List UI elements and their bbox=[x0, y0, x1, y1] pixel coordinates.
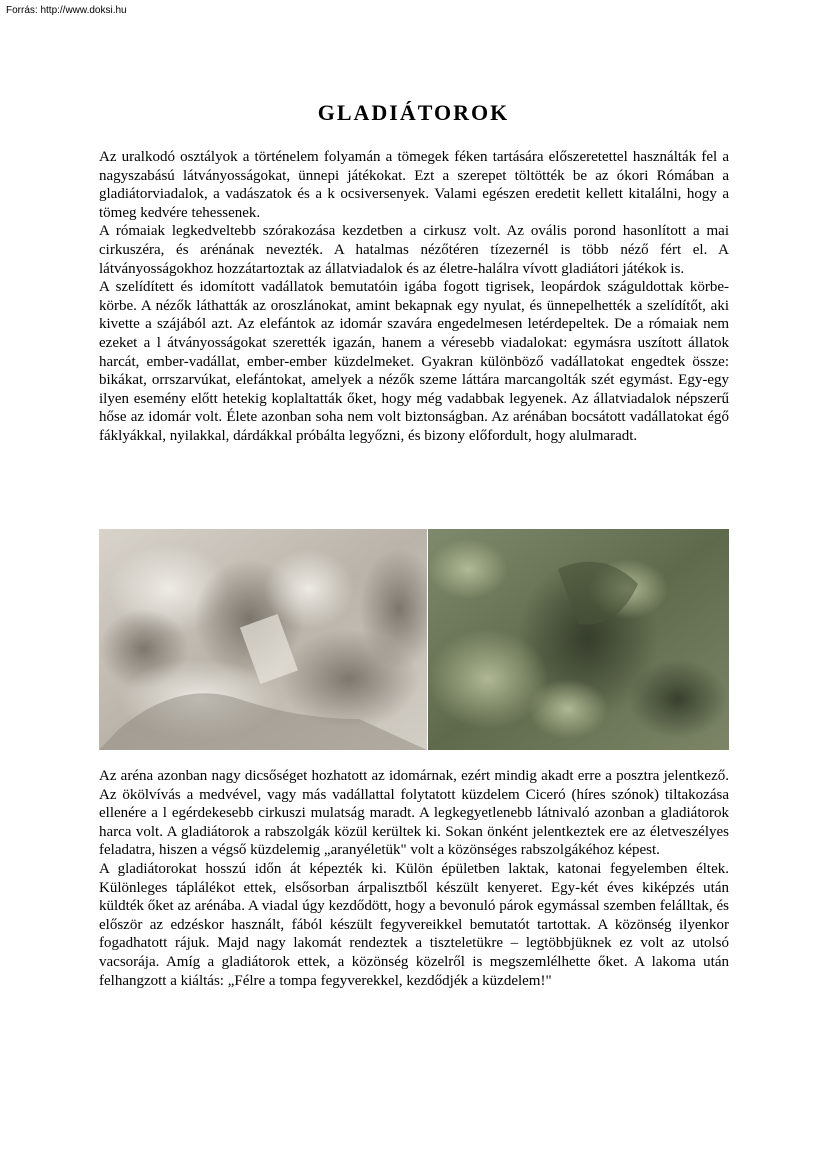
paragraph: A szelídített és idomított vadállatok bemutatóin igába fogott tigrisek, leopárdok száguldottak körbe-körbe. A nézők láthatták az oroszlánokat, amint bekapnak egy nyulat, és ünnepelhették a szelídítőt, aki kivette a szájából azt. Az elefántok az idomár szavára engedelmesen letérdepeltek. De a rómaiak nem ezeket a l átványosságokat szerették igazán, hanem a véresebb viadalokat: egymásra uszított állatok harcát, ember-vadállat, ember-ember küzdelmeket. Gyakran különböző vadállatokat engedtek össze: bikákat, orrszarvúkat, elefántokat, amelyek a nézők szeme láttára marcangolták szét egymást. Egy-egy ilyen esemény előtt hetekig koplaltatták őket, hogy még vadabbak legyenek. Az állatviadalok népszerű hőse az idomár volt. Élete azonban soha nem volt biztonságban. Az arénában bocsátott vadállatokat égő fáklyákkal, nyilakkal, dárdákkal próbálta legyőzni, és bizony előfordult, hogy alulmaradt. bbox=[99, 279, 729, 444]
relief-photo-right bbox=[428, 529, 729, 750]
paragraph: Az uralkodó osztályok a történelem folyamán a tömegek féken tartására előszeretettel használták fel a nagyszabású látványosságokat, ünnepi játékokat. Ezt a szerepet töltötték be az ókori Rómában a gladiátorviadalok, a vadászatok és a k ocsiversenyek. Valami egészen eredetit kellett kitalálni, hogy a tömeg kedvére tehessenek. bbox=[99, 149, 729, 221]
paragraph: Az aréna azonban nagy dicsőséget hozhatott az idomárnak, ezért mindig akadt erre a posztra jelentkező. Az ökölvívás a medvével, vagy más vadállattal folytatott küzdelem Ciceró (híres szónok) tiltakozása ellenére a l egérdekesebb cirkuszi mulatság maradt. A legkegyetlenebb látnivaló azonban a gladiátorok harca volt. A gladiátorok a rabszolgák közül kerültek ki. Sokan önként jelentkeztek ere az életveszélyes feladatra, hiszen a végső küzdelemig „aranyéletük" volt a közönséges rabszolgákéhoz képest. bbox=[99, 768, 729, 859]
source-line: Forrás: http://www.doksi.hu bbox=[6, 5, 127, 16]
text-block-top bbox=[99, 148, 729, 446]
page-title: GLADIÁTOROK bbox=[317, 100, 510, 125]
paragraph: A rómaiak legkedveltebb szórakozása kezdetben a cirkusz volt. Az ovális porond hasonlított a mai cirkuszéra, és arénának nevezték. A hatalmas nézőtéren tízezernél is több néző fért el. A látványosságokhoz hozzátartoztak az állatviadalok és az életre-halálra vívott gladiátori játékok is. bbox=[99, 223, 729, 277]
paragraph: A gladiátorokat hosszú időn át képezték ki. Külön épületben laktak, katonai fegyelemben éltek. Különleges táplálékot ettek, elsősorban árpalisztből készült kenyeret. Egy-két éves kiképzés után küldték őket az arénába. A viadal úgy kezdődött, hogy a bevonuló párok egymással szemben felálltak, és először az edzéskor használt, fából készült fegyvereikkel bemutatót tartottak. A közönség ilyenkor fogadhatott rájuk. Majd nagy lakomát rendeztek a tiszteletükre – legtöbbjüknek ez volt az utolsó vacsorája. Amíg a gladiátorok ettek, a közönség közelről is megszemlélhette őket. A lakoma után felhangzott a kiáltás: „Félre a tompa fegyverekkel, kezdődjék a küzdelem!" bbox=[99, 860, 729, 989]
relief-photo-left bbox=[99, 529, 427, 750]
relief-image-left bbox=[99, 529, 427, 750]
text-block-bottom bbox=[99, 767, 729, 990]
relief-image-right bbox=[428, 529, 729, 750]
